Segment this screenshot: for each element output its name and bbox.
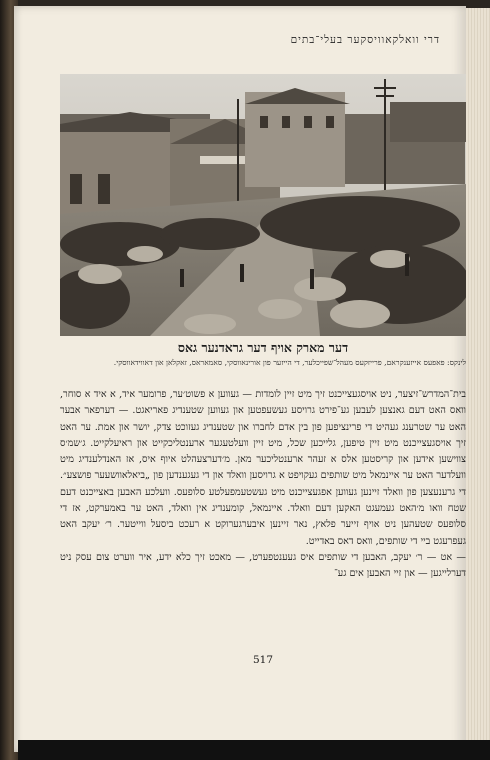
body-text: [60, 387, 466, 583]
page-number: 517: [252, 654, 274, 666]
photo-caption-subtitle: לינקס: פאפעס אייזענקראם, פרייזקעס מעהל־שפייכלער, די הייזער פון אורינאווסקי, סאמאראס, זאקלאן און דאווידאווסקי.: [113, 358, 466, 367]
paragraph: בית־המדרש־זיצער, ניט אויסגעצייכנט זיך מיט זיין לומדות — געווען א פשוט׳ער, פרומער איד, א איד א סוחר, וואס האט דעם גאנצען לעבען גע־פירט גרויסע געשעפטען און געווען שטענדיג פאריאגט. — דערפאר אבער האט ער שטרענג געהיט די פרינציפען פון בין אדם לחברו און שטענדיג געזוכט צדק, יושר און אמת. ער האט זיך אויסגעצייכנט מיט זיין טיפען, גלייכען שכל, מיט זיין וועלטעגער ארענטליכקייט און ראיעלקייט. ג׳שמ׳ס צווישען אידען און קריסטען אלס א זעהר ארענטליכער מאן. מ׳דערצעהלט איוף איס, אז האנדלענדיג מיט וועלדער האט ער איינמאל מיט שותפים געקויפט א גרויסען וואלד און די געגענדען פון „ביאלאוושעער פושצע״. די גרענעצען פון וואלד זיינען געווען אפגעצייכנט מיט געשטעמפעלטע סלופעס. וועלכע האבען באצייכנט דעם שטח וואו מ׳האט געמעגט האקען דעם וואלד. איינמאל, קומענדיג אין וואלד, האט ער באמערקט, אז די סלופעס שטעהען ניט אויף זייער פלאץ, נאר זיינען איבערגערוקט א רעכט ביסעל ווייטער. ר׳ יעקב האט געפרעגט ביי די שותפים, וואס דאס באדייט.: [60, 389, 466, 547]
running-head: דרי וואלקאוויסקער בעלי־בתים: [290, 34, 440, 46]
market-photo-illustration: [60, 74, 466, 336]
photo-caption-title: דער מארק אויף דער גראדנער גאס: [177, 340, 349, 355]
page-bottom-edge: [18, 740, 490, 760]
market-street-photo: [60, 74, 466, 336]
paragraph: — אט — ר׳ יעקב, האבען די שותפים איס געענטפערט, — מאכט זיך כלא ידע, איר ווערט צום עסק ניט דערלייגען — און זיי האבען אים גע־: [60, 551, 466, 580]
page-fore-edge: [466, 8, 490, 752]
